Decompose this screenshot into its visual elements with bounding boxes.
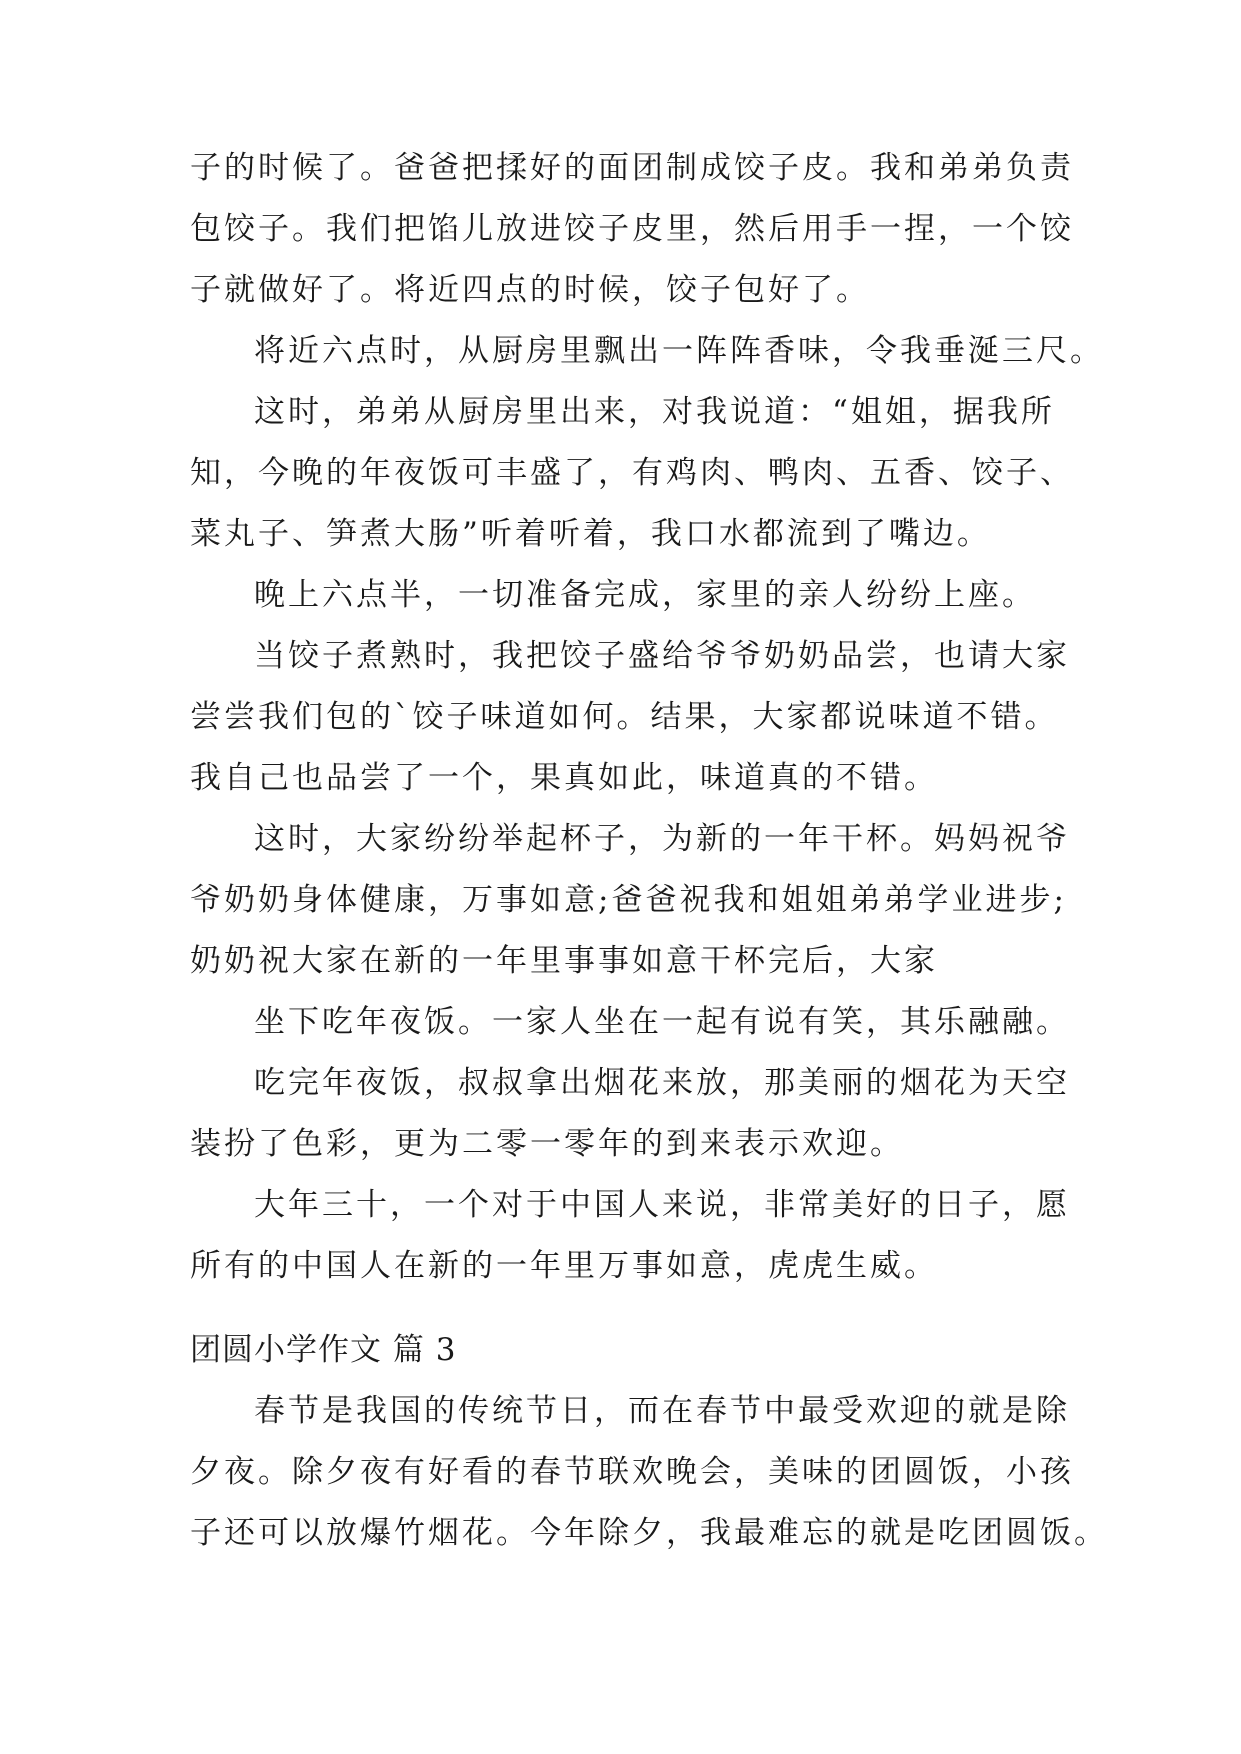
text-line: 装扮了色彩，更为二零一零年的到来表示欢迎。	[190, 1126, 904, 1162]
paragraph-start-line: 晚上六点半，一切准备完成，家里的亲人纷纷上座。	[254, 577, 1036, 613]
text-line: 尝尝我们包的`饺子味道如何。结果，大家都说味道不错。	[190, 699, 1059, 735]
text-line: 包饺子。我们把馅儿放进饺子皮里，然后用手一捏，一个饺	[190, 211, 1074, 247]
text-line: 所有的中国人在新的一年里万事如意，虎虎生威。	[190, 1248, 938, 1284]
text-line: 子的时候了。爸爸把揉好的面团制成饺子皮。我和弟弟负责	[190, 150, 1074, 186]
paragraph-start-line: 将近六点时，从厨房里飘出一阵阵香味，令我垂涎三尺。	[254, 333, 1104, 369]
section-heading: 团圆小学作文 篇 3	[190, 1332, 457, 1368]
text-line: 子还可以放爆竹烟花。今年除夕，我最难忘的就是吃团圆饭。	[190, 1515, 1108, 1551]
paragraph-start-line: 当饺子煮熟时，我把饺子盛给爷爷奶奶品尝，也请大家	[254, 638, 1070, 674]
paragraph-start-line: 坐下吃年夜饭。一家人坐在一起有说有笑，其乐融融。	[254, 1004, 1070, 1040]
text-line: 子就做好了。将近四点的时候，饺子包好了。	[190, 272, 870, 308]
paragraph-start-line: 这时，大家纷纷举起杯子，为新的一年干杯。妈妈祝爷	[254, 821, 1070, 857]
text-line: 菜丸子、笋煮大肠”听着听着，我口水都流到了嘴边。	[190, 516, 991, 552]
paragraph-start-line: 大年三十，一个对于中国人来说，非常美好的日子，愿	[254, 1187, 1070, 1223]
text-line: 奶奶祝大家在新的一年里事事如意干杯完后，大家	[190, 943, 938, 979]
text-line: 知，今晚的年夜饭可丰盛了，有鸡肉、鸭肉、五香、饺子、	[190, 455, 1074, 491]
text-line: 我自己也品尝了一个，果真如此，味道真的不错。	[190, 760, 938, 796]
paragraph-start-line: 吃完年夜饭，叔叔拿出烟花来放，那美丽的烟花为天空	[254, 1065, 1070, 1101]
paragraph-start-line: 这时，弟弟从厨房里出来，对我说道：“姐姐，据我所	[254, 394, 1055, 430]
text-line: 夕夜。除夕夜有好看的春节联欢晚会，美味的团圆饭，小孩	[190, 1454, 1074, 1490]
paragraph-start-line: 春节是我国的传统节日，而在春节中最受欢迎的就是除	[254, 1393, 1070, 1429]
text-line: 爷奶奶身体健康，万事如意;爸爸祝我和姐姐弟弟学业进步;	[190, 882, 1067, 918]
